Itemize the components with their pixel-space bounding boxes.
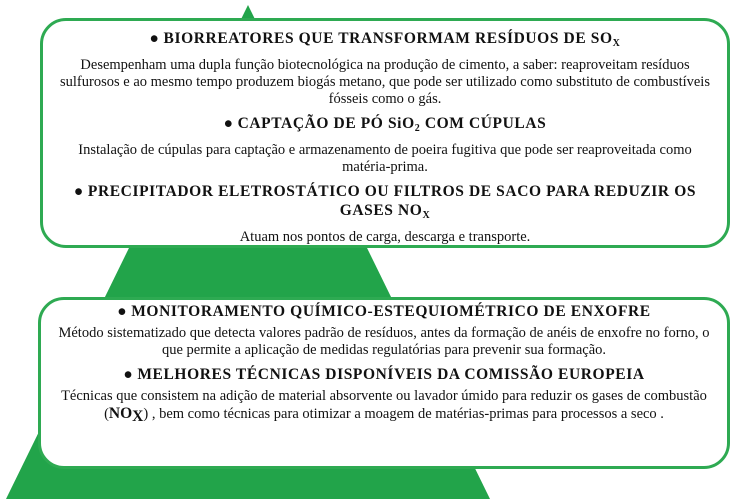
heading-text: MELHORES TÉCNICAS DISPONÍVEIS DA COMISSÃO EUROPEIA — [137, 366, 645, 383]
bullet-icon: ● — [117, 303, 128, 320]
desc-biorreatores: Desempenham uma dupla função biotecnológica na produção de cimento, a saber: reaproveitam resíduos sulfurosos e ao mesmo tempo produzem biogás metano, que pode ser utilizado como substituto de combustíveis fósseis como o gás. — [60, 57, 710, 107]
heading-captacao — [57, 114, 713, 138]
heading-subscript: X — [612, 38, 621, 49]
heading-text-tail: COM CÚPULAS — [420, 115, 547, 132]
desc-text-tail: ) , bem como técnicas para otimizar a moagem de matérias-primas para processos a seco . — [143, 406, 664, 422]
chemical-subscript: X — [132, 408, 144, 425]
bullet-icon: ● — [123, 366, 134, 383]
heading-text: BIORREATORES QUE TRANSFORMAM RESÍDUOS DE SO — [163, 30, 613, 47]
heading-melhores-tecnicas — [55, 365, 713, 384]
bottom-panel — [38, 297, 730, 469]
heading-subscript: 2 — [414, 123, 421, 134]
top-panel — [40, 18, 730, 248]
heading-text: PRECIPITADOR ELETROSTÁTICO OU FILTROS DE SACO PARA REDUZIR OS GASES NO — [87, 183, 697, 219]
bullet-icon: ● — [223, 115, 234, 132]
heading-text: CAPTAÇÃO DE PÓ SiO — [237, 115, 415, 132]
desc-monitoramento: Método sistematizado que detecta valores padrão de resíduos, antes da formação de anéis de enxofre no forno, o que permite a aplicação de medidas regulatórias para prevenir sua formação. — [58, 325, 710, 358]
heading-text: MONITORAMENTO QUÍMICO-ESTEQUIOMÉTRICO DE ENXOFRE — [131, 303, 651, 320]
chemical-formula: NO — [108, 405, 133, 422]
heading-subscript: X — [422, 210, 431, 221]
bullet-icon: ● — [149, 30, 160, 47]
desc-text: Técnicas que consistem na adição de material absorvente ou lavador úmido para reduzir os gases de combustão ( — [61, 388, 707, 422]
desc-captacao: Instalação de cúpulas para captação e armazenamento de poeira fugitiva que pode ser reaproveitada como matéria-prima. — [78, 142, 692, 175]
bullet-icon: ● — [73, 183, 84, 200]
heading-monitoramento — [55, 302, 713, 321]
desc-melhores-tecnicas — [55, 388, 713, 425]
heading-biorreatores — [57, 29, 713, 53]
desc-precipitador: Atuam nos pontos de carga, descarga e transporte. — [239, 229, 531, 245]
heading-precipitador — [57, 182, 713, 225]
